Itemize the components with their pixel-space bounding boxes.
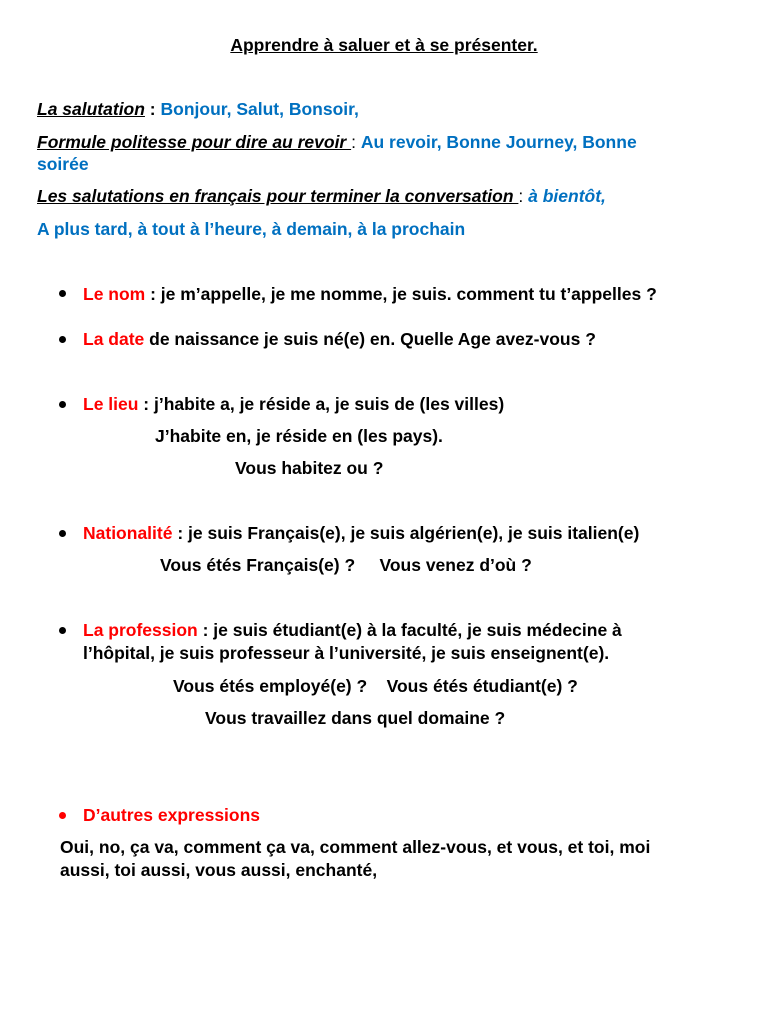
politesse-colon: : bbox=[351, 132, 361, 152]
politesse-value-1: Au revoir, Bonne Journey, Bonne bbox=[360, 132, 637, 152]
salutation-line bbox=[37, 98, 359, 120]
profession-label: La profession bbox=[83, 620, 198, 640]
terminer-value: à bientôt, bbox=[528, 186, 606, 206]
terminer-line bbox=[37, 185, 606, 207]
bullet-autres bbox=[59, 812, 66, 819]
bullet-profession bbox=[59, 627, 66, 634]
profession-line-2: l’hôpital, je suis professeur à l’université, je suis enseignent(e). bbox=[83, 643, 610, 663]
bullet-nom bbox=[59, 290, 66, 297]
salutation-value: Bonjour, Salut, Bonsoir, bbox=[160, 99, 359, 119]
salutation-colon: : bbox=[144, 99, 161, 119]
profession-line-4: Vous travaillez dans quel domaine ? bbox=[205, 708, 506, 728]
lieu-text: : j’habite a, je réside a, je suis de (les villes) bbox=[138, 394, 505, 414]
autres-line-2: aussi, toi aussi, vous aussi, enchanté, bbox=[60, 860, 378, 880]
bullet-lieu bbox=[59, 401, 66, 408]
document-title: Apprendre à saluer et à se présenter. bbox=[230, 35, 538, 55]
lieu-line-3: Vous habitez ou ? bbox=[235, 458, 384, 478]
nationalite-label: Nationalité bbox=[83, 523, 173, 543]
profession-text: : je suis étudiant(e) à la faculté, je suis médecine à bbox=[197, 620, 622, 640]
nom-text: : je m’appelle, je me nomme, je suis. comment tu t’appelles ? bbox=[145, 284, 657, 304]
profession-line-3: Vous étés employé(e) ? Vous étés étudiant(e) ? bbox=[173, 676, 578, 696]
politesse-line bbox=[37, 131, 637, 153]
terminer-label: Les salutations en français pour terminer la conversation bbox=[37, 186, 519, 206]
nationalite-line bbox=[83, 522, 639, 544]
nom-line bbox=[83, 283, 657, 305]
nationalite-line-2: Vous étés Français(e) ? Vous venez d’où ? bbox=[160, 555, 532, 575]
profession-line bbox=[83, 619, 622, 641]
lieu-line-2: J’habite en, je réside en (les pays). bbox=[155, 426, 443, 446]
date-line bbox=[83, 328, 596, 350]
date-label: La date bbox=[83, 329, 145, 349]
autres-label: D’autres expressions bbox=[83, 805, 261, 825]
lieu-label: Le lieu bbox=[83, 394, 139, 414]
lieu-line bbox=[83, 393, 504, 415]
date-text: de naissance je suis né(e) en. Quelle Age avez-vous ? bbox=[144, 329, 596, 349]
autres-line-1: Oui, no, ça va, comment ça va, comment allez-vous, et vous, et toi, moi bbox=[60, 837, 651, 857]
politesse-value-2: soirée bbox=[37, 154, 89, 174]
nom-label: Le nom bbox=[83, 284, 146, 304]
politesse-label: Formule politesse pour dire au revoir bbox=[37, 132, 352, 152]
nationalite-text: : je suis Français(e), je suis algérien(e), je suis italien(e) bbox=[172, 523, 640, 543]
bullet-nationalite bbox=[59, 530, 66, 537]
bullet-date bbox=[59, 336, 66, 343]
terminer-colon: : bbox=[518, 186, 529, 206]
salutation-label: La salutation bbox=[37, 99, 145, 119]
terminer-line-2: A plus tard, à tout à l’heure, à demain, à la prochain bbox=[37, 219, 466, 239]
